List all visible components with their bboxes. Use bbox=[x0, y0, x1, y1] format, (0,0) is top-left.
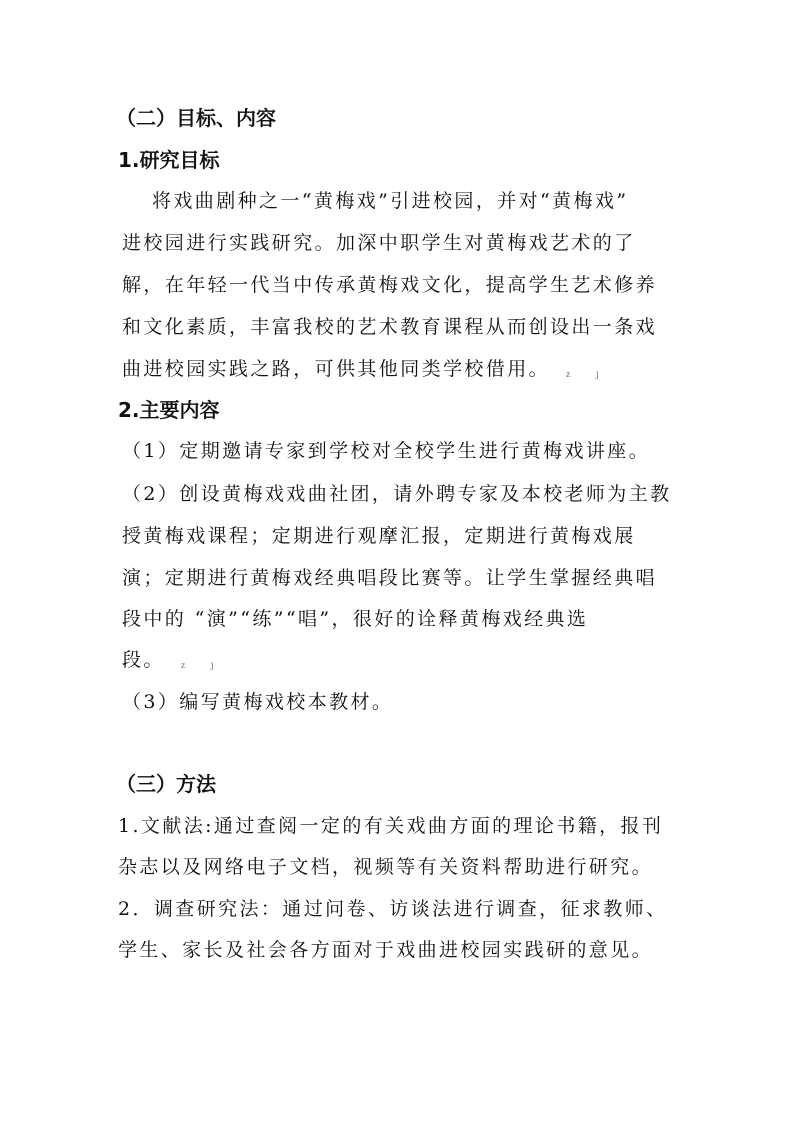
paragraph-line: 解，在年轻一代当中传承黄梅戏文化，提高学生艺术修养 bbox=[122, 274, 658, 296]
list-item-2-line bbox=[122, 648, 214, 678]
method-line: 学生、家长及社会各方面对于戏曲进校园实践研的意见。 bbox=[118, 939, 654, 961]
paragraph-line-text: 曲进校园实践之路，可供其他同类学校借用。 bbox=[122, 358, 551, 380]
list-item-2-line: 授黄梅戏课程；定期进行观摩汇报，定期进行黄梅戏展 bbox=[122, 525, 636, 547]
list-item-1: （1）定期邀请专家到学校对全校学生进行黄梅戏讲座。 bbox=[122, 440, 651, 462]
stray-mark: j bbox=[596, 370, 599, 379]
subheading-research-goal: 1.研究目标 bbox=[118, 148, 220, 172]
stray-mark: z bbox=[566, 370, 571, 379]
section-heading-goals-content: （二）目标、内容 bbox=[116, 106, 276, 130]
section-heading-methods: （三）方法 bbox=[116, 772, 216, 796]
paragraph-line: 和文化素质，丰富我校的艺术教育课程从而创设出一条戏 bbox=[122, 316, 658, 338]
list-item-2-line-text: 段。 bbox=[122, 649, 165, 671]
subheading-main-content: 2.主要内容 bbox=[118, 398, 220, 422]
method-line: 杂志以及网络电子文档，视频等有关资料帮助进行研究。 bbox=[118, 856, 654, 878]
paragraph-line bbox=[122, 357, 599, 387]
stray-mark: z bbox=[180, 661, 186, 670]
method-line: 2．调查研究法：通过问卷、访谈法进行调查，征求教师、 bbox=[118, 898, 668, 920]
stray-mark: j bbox=[211, 661, 214, 670]
list-item-2-line: （2）创设黄梅戏戏曲社团，请外聘专家及本校老师为主教 bbox=[122, 483, 672, 505]
paragraph-line: 将戏曲剧种之一“黄梅戏”引进校园，并对“黄梅戏” bbox=[152, 190, 629, 212]
paragraph-line: 进校园进行实践研究。加深中职学生对黄梅戏艺术的了 bbox=[122, 232, 636, 254]
list-item-2-line: 段中的 “演”“练”“唱”，很好的诠释黄梅戏经典选 bbox=[122, 608, 589, 630]
method-line: 1.文献法:通过查阅一定的有关戏曲方面的理论书籍，报刊 bbox=[118, 815, 664, 837]
list-item-2-line: 演；定期进行黄梅戏经典唱段比赛等。让学生掌握经典唱 bbox=[122, 567, 658, 589]
list-item-3: （3）编写黄梅戏校本教材。 bbox=[122, 691, 394, 713]
